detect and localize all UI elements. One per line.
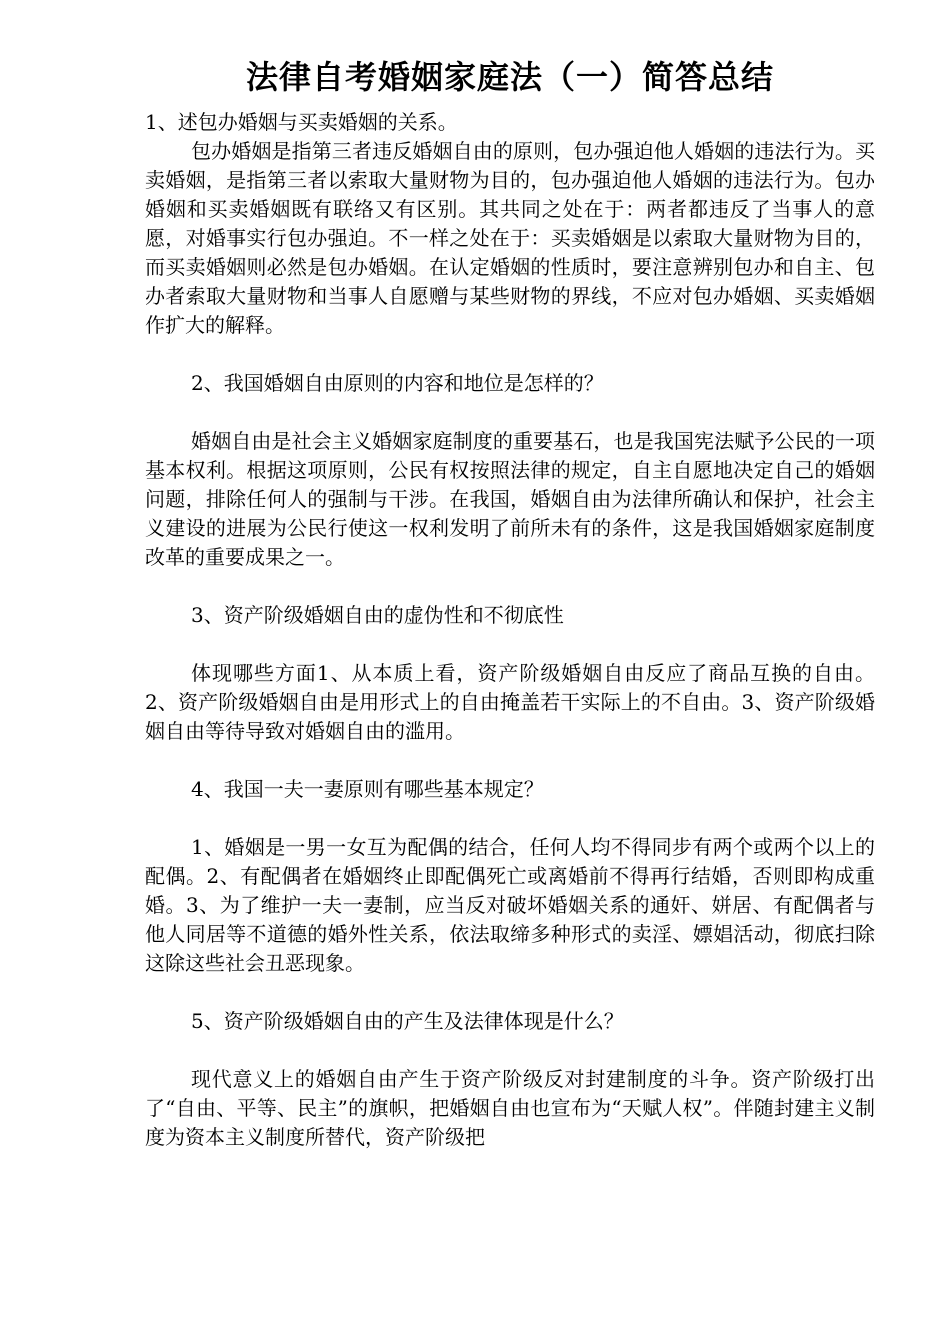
question-3: 3、资产阶级婚姻自由的虚伪性和不彻底性: [191, 603, 564, 627]
question-5: 5、资产阶级婚姻自由的产生及法律体现是什么？: [191, 1009, 624, 1033]
answer-1: 包办婚姻是指第三者违反婚姻自由的原则，包办强迫他人婚姻的违法行为。买卖婚姻，是指第三者以索取大量财物为目的，包办强迫他人婚姻的违法行为。包办婚姻和买卖婚姻既有联络又有区别。其共同之处在于：两者都违反了当事人的意愿，对婚事实行包办强迫。不一样之处在于：买卖婚姻是以索取大量财物为目的，而买卖婚姻则必然是包办婚姻。在认定婚姻的性质时，要注意辨别包办和自主、包办者索取大量财物和当事人自愿赠与某些财物的界线，不应对包办婚姻、买卖婚姻作扩大的解释。: [145, 139, 875, 337]
answer-5: 现代意义上的婚姻自由产生于资产阶级反对封建制度的斗争。资产阶级打出了“自由、平等、民主”的旗帜，把婚姻自由也宣布为“天赋人权”。伴随封建主义制度为资本主义制度所替代，资产阶级把: [145, 1067, 875, 1149]
document-body: [145, 108, 875, 1152]
answer-4: 1、婚姻是一男一女互为配偶的结合，任何人均不得同步有两个或两个以上的配偶。2、有配偶者在婚姻终止即配偶死亡或离婚前不得再行结婚，否则即构成重婚。3、为了维护一夫一妻制，应当反对破坏婚姻关系的通奸、姘居、有配偶者与他人同居等不道德的婚外性关系，依法取缔多种形式的卖淫、嫖娼活动，彻底扫除这除这些社会丑恶现象。: [145, 835, 875, 975]
answer-3: 体现哪些方面1、从本质上看，资产阶级婚姻自由反应了商品互换的自由。2、资产阶级婚姻自由是用形式上的自由掩盖若干实际上的不自由。3、资产阶级婚姻自由等待导致对婚姻自由的滥用。: [145, 661, 875, 743]
question-1: 1、述包办婚姻与买卖婚姻的关系。: [145, 110, 458, 134]
document-title: 法律自考婚姻家庭法（一）简答总结: [245, 58, 774, 96]
question-4: 4、我国一夫一妻原则有哪些基本规定？: [191, 777, 544, 801]
question-2: 2、我国婚姻自由原则的内容和地位是怎样的？: [191, 371, 604, 395]
answer-2: 婚姻自由是社会主义婚姻家庭制度的重要基石，也是我国宪法赋予公民的一项基本权利。根据这项原则，公民有权按照法律的规定，自主自愿地决定自己的婚姻问题，排除任何人的强制与干涉。在我国，婚姻自由为法律所确认和保护，社会主义建设的进展为公民行使这一权利发明了前所未有的条件，这是我国婚姻家庭制度改革的重要成果之一。: [145, 429, 875, 569]
